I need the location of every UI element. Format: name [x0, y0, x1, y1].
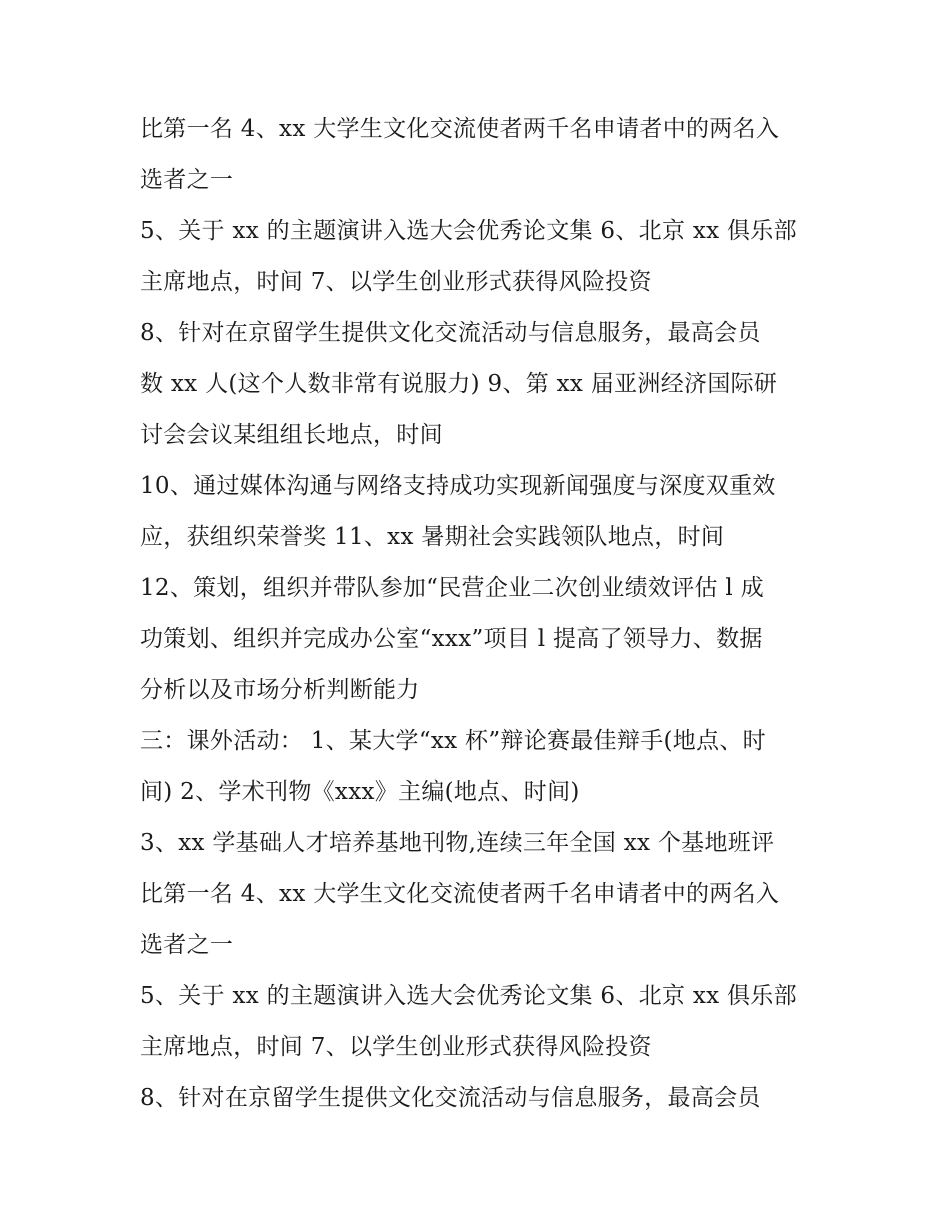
text-line: 5、关于 xx 的主题演讲入选大会优秀论文集 6、北京 xx 俱乐部: [140, 218, 797, 244]
text-line: 分析以及市场分析判断能力: [140, 677, 420, 703]
document-body: [140, 104, 820, 1124]
text-line: 12、策划，组织并带队参加“民营企业二次创业绩效评估 l 成: [140, 575, 765, 601]
text-line: 三：课外活动： 1、某大学“xx 杯”辩论赛最佳辩手(地点、时: [140, 728, 766, 754]
text-line: 数 xx 人(这个人数非常有说服力) 9、第 xx 届亚洲经济国际研: [140, 371, 778, 397]
text-line: 选者之一: [140, 932, 234, 958]
text-line: 间) 2、学术刊物《xxx》主编(地点、时间): [140, 779, 580, 805]
text-line: 8、针对在京留学生提供文化交流活动与信息服务，最高会员: [140, 1085, 761, 1111]
text-line: 3、xx 学基础人才培养基地刊物,连续三年全国 xx 个基地班评: [140, 830, 775, 856]
text-line: 讨会会议某组组长地点，时间: [140, 422, 443, 448]
text-line: 功策划、组织并完成办公室“xxx”项目 l 提高了领导力、数据: [140, 626, 763, 652]
text-line: 选者之一: [140, 167, 234, 193]
text-line: 5、关于 xx 的主题演讲入选大会优秀论文集 6、北京 xx 俱乐部: [140, 983, 797, 1009]
text-line: 主席地点，时间 7、以学生创业形式获得风险投资: [140, 1034, 652, 1060]
text-line: 8、针对在京留学生提供文化交流活动与信息服务，最高会员: [140, 320, 761, 346]
text-line: 比第一名 4、xx 大学生文化交流使者两千名申请者中的两名入: [140, 881, 780, 907]
text-line: 比第一名 4、xx 大学生文化交流使者两千名申请者中的两名入: [140, 116, 780, 142]
text-line: 10、通过媒体沟通与网络支持成功实现新闻强度与深度双重效: [140, 473, 776, 499]
text-line: 主席地点，时间 7、以学生创业形式获得风险投资: [140, 269, 652, 295]
text-line: 应，获组织荣誉奖 11、xx 暑期社会实践领队地点，时间: [140, 524, 725, 550]
